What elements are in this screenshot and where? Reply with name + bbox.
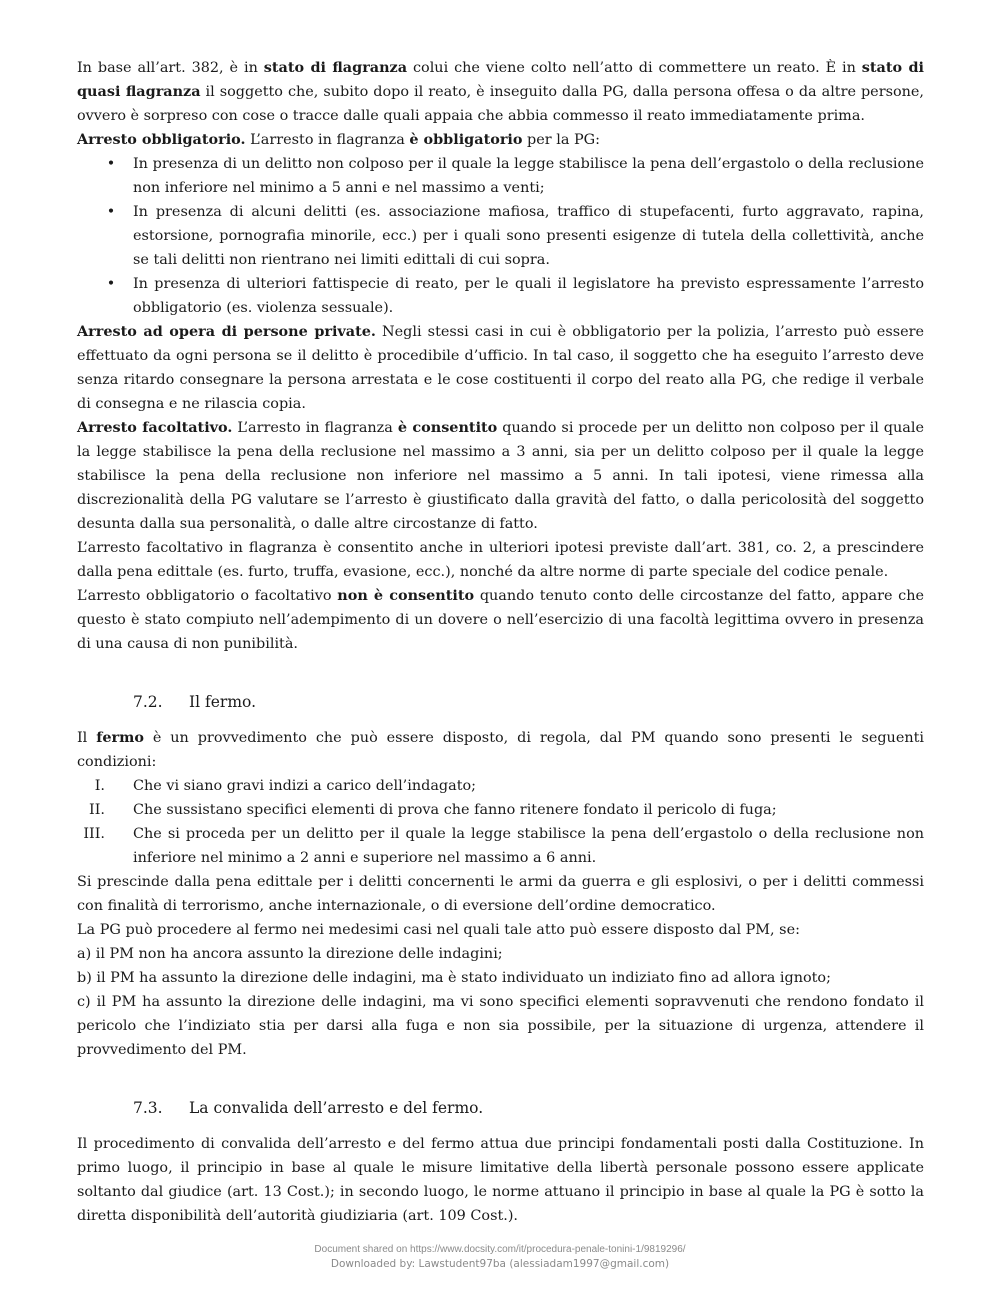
list-number: III. bbox=[83, 826, 105, 842]
paragraph-pg-fermo: La PG può procedere al fermo nei medesimi casi nel quali tale atto può essere disposto dal PM, se: bbox=[77, 922, 800, 938]
paragraph-convalida: Il procedimento di convalida dell’arresto e del fermo attua due principi fondamentali posti dalla Costituzione. In primo luogo, il principio in base al quale le misure limitative della libertà personale possono essere applicate soltanto dal giudice (art. 13 Cost.); in secondo luogo, le norme attuano il principio in base al quale la PG è sotto la diretta disponibilità dell’autorità giudiziaria (art. 109 Cost.). bbox=[77, 1136, 924, 1224]
paragraph-fermo-intro bbox=[77, 726, 924, 774]
bullet-icon: • bbox=[106, 204, 116, 220]
bold-term-stato-di-flagranza: stato di flagranza bbox=[263, 59, 408, 76]
text-span: Negli stessi casi in cui è obbligatorio per la polizia, l’arresto può essere effettuato da ogni persona se il delitto è procedibile d’ufficio. In tal caso, il soggetto che ha eseguito l’arresto deve senza ritardo consegnare la persona arrestata e le cose costituenti il corpo del reato alla PG, che redige il verbale di consegna e ne rilascia copia. bbox=[77, 324, 924, 412]
text-span: colui che viene colto nell’atto di commettere un reato. È in bbox=[407, 60, 862, 76]
list-item bbox=[77, 774, 924, 798]
text-span: L’arresto in flagranza bbox=[245, 132, 410, 148]
bullet-icon: • bbox=[106, 156, 116, 172]
paragraph-flagranza bbox=[77, 56, 924, 128]
bold-label-persone-private: Arresto ad opera di persone private. bbox=[77, 323, 376, 340]
roman-list-condizioni bbox=[77, 774, 924, 870]
paragraph-case-b: b) il PM ha assunto la direzione delle indagini, ma è stato individuato un indiziato fino ad allora ignoto; bbox=[77, 970, 831, 986]
text-span: per la PG: bbox=[522, 132, 601, 148]
list-item-text: Che vi siano gravi indizi a carico dell’indagato; bbox=[133, 778, 477, 794]
list-item-text: Che si proceda per un delitto per il quale la legge stabilisce la pena dell’ergastolo o della reclusione non inferiore nel minimo a 2 anni e superiore nel massimo a 6 anni. bbox=[133, 826, 924, 866]
text-span: il soggetto che, subito dopo il reato, è inseguito dalla PG, dalla persona offesa o da altre persone, ovvero è sorpreso con cose o tracce dalle quali appaia che abbia commesso il reato immediatamente prima. bbox=[77, 84, 924, 124]
text-span: In base all’art. 382, è in bbox=[77, 60, 264, 76]
section-number: 7.3. bbox=[133, 1099, 163, 1117]
paragraph-case-a: a) il PM non ha ancora assunto la direzione delle indagini; bbox=[77, 946, 503, 962]
document-body bbox=[77, 56, 924, 1228]
text-span: L’arresto in flagranza bbox=[232, 420, 398, 436]
paragraph-ulteriori-ipotesi: L’arresto facoltativo in flagranza è consentito anche in ulteriori ipotesi previste dall’art. 381, co. 2, a prescindere dalla pena edittale (es. furto, truffa, evasione, ecc.), nonché da altre norme di parte speciale del codice penale. bbox=[77, 540, 924, 580]
text-span: quando tenuto conto delle circostanze del fatto, appare che questo è stato compiuto nell’adempimento di un dovere o nell’esercizio di una facoltà legittima ovvero in presenza di una causa di non punibilità. bbox=[77, 588, 924, 652]
text-span: L’arresto obbligatorio o facoltativo bbox=[77, 588, 338, 604]
bold-label-arresto-obbligatorio: Arresto obbligatorio. bbox=[77, 131, 246, 148]
section-heading-7-3 bbox=[77, 1096, 924, 1120]
bold-term-obbligatorio: è obbligatorio bbox=[409, 131, 523, 148]
bold-term-fermo: fermo bbox=[96, 729, 144, 746]
section-title: La convalida dell’arresto e del fermo. bbox=[189, 1099, 484, 1117]
section-title: Il fermo. bbox=[189, 693, 257, 711]
list-item bbox=[77, 822, 924, 870]
list-item-text: In presenza di alcuni delitti (es. associazione mafiosa, traffico di stupefacenti, furto aggravato, rapina, estorsione, pornografia minorile, ecc.) per i quali sono presenti esigenze di tutela della collettività, anche se tali delitti non rientrano nei limiti edittali di cui sopra. bbox=[133, 204, 924, 268]
footer-downloaded-by: Downloaded by: Lawstudent97ba (alessiadam1997@gmail.com) bbox=[330, 1258, 670, 1270]
paragraph-arresto-obbligatorio bbox=[77, 128, 924, 152]
list-item-text: In presenza di un delitto non colposo per il quale la legge stabilisce la pena dell’ergastolo o della reclusione non inferiore nel minimo a 5 anni e nel massimo a venti; bbox=[133, 156, 924, 196]
list-item bbox=[77, 798, 924, 822]
text-span: Il bbox=[77, 730, 97, 746]
bold-label-arresto-facoltativo: Arresto facoltativo. bbox=[77, 419, 233, 436]
paragraph-arresto-facoltativo bbox=[77, 416, 924, 536]
section-heading-7-2 bbox=[77, 690, 924, 714]
paragraph-non-consentito bbox=[77, 584, 924, 656]
list-item-text: In presenza di ulteriori fattispecie di reato, per le quali il legislatore ha previsto espressamente l’arresto obbligatorio (es. violenza sessuale). bbox=[133, 276, 924, 316]
footer-shared-link[interactable]: Document shared on https://www.docsity.com/it/procedura-penale-tonini-1/9819296/ bbox=[314, 1244, 686, 1255]
bullet-icon: • bbox=[106, 276, 116, 292]
list-number: II. bbox=[89, 802, 105, 818]
text-span: quando si procede per un delitto non colposo per il quale la legge stabilisce la pena della reclusione nel massimo a 3 anni, sia per un delitto colposo per il quale la legge stabilisce la pena della reclusione non inferiore nel massimo a 5 anni. In tali ipotesi, viene rimessa alla discrezionalità della PG valutare se l’arresto è giustificato dalla gravità del fatto, o dalla pericolosità del soggetto desunta dalla sua personalità, o dalle altre circostanze di fatto. bbox=[77, 420, 924, 532]
list-number: I. bbox=[94, 778, 105, 794]
section-number: 7.2. bbox=[133, 693, 163, 711]
list-item bbox=[77, 272, 924, 320]
list-item bbox=[77, 200, 924, 272]
text-span: è un provvedimento che può essere disposto, di regola, dal PM quando sono presenti le seguenti condizioni: bbox=[77, 730, 924, 770]
paragraph-persone-private bbox=[77, 320, 924, 416]
bold-term-non-consentito: non è consentito bbox=[337, 587, 475, 604]
bold-term-quasi-flagranza: stato di quasi flagranza bbox=[77, 59, 925, 100]
bold-term-consentito: è consentito bbox=[397, 419, 498, 436]
list-item bbox=[77, 152, 924, 200]
paragraph-case-c: c) il PM ha assunto la direzione delle indagini, ma vi sono specifici elementi sopravvenuti che rendono fondato il pericolo che l’indiziato stia per darsi alla fuga e non sia possibile, per la situazione di urgenza, attendere il provvedimento del PM. bbox=[77, 994, 924, 1058]
bullet-list-obbligatorio bbox=[77, 152, 924, 320]
list-item-text: Che sussistano specifici elementi di prova che fanno ritenere fondato il pericolo di fuga; bbox=[133, 802, 777, 818]
paragraph-prescinde: Si prescinde dalla pena edittale per i delitti concernenti le armi da guerra e gli esplosivi, o per i delitti commessi con finalità di terrorismo, anche internazionale, o di eversione dell’ordine democratico. bbox=[77, 874, 924, 914]
